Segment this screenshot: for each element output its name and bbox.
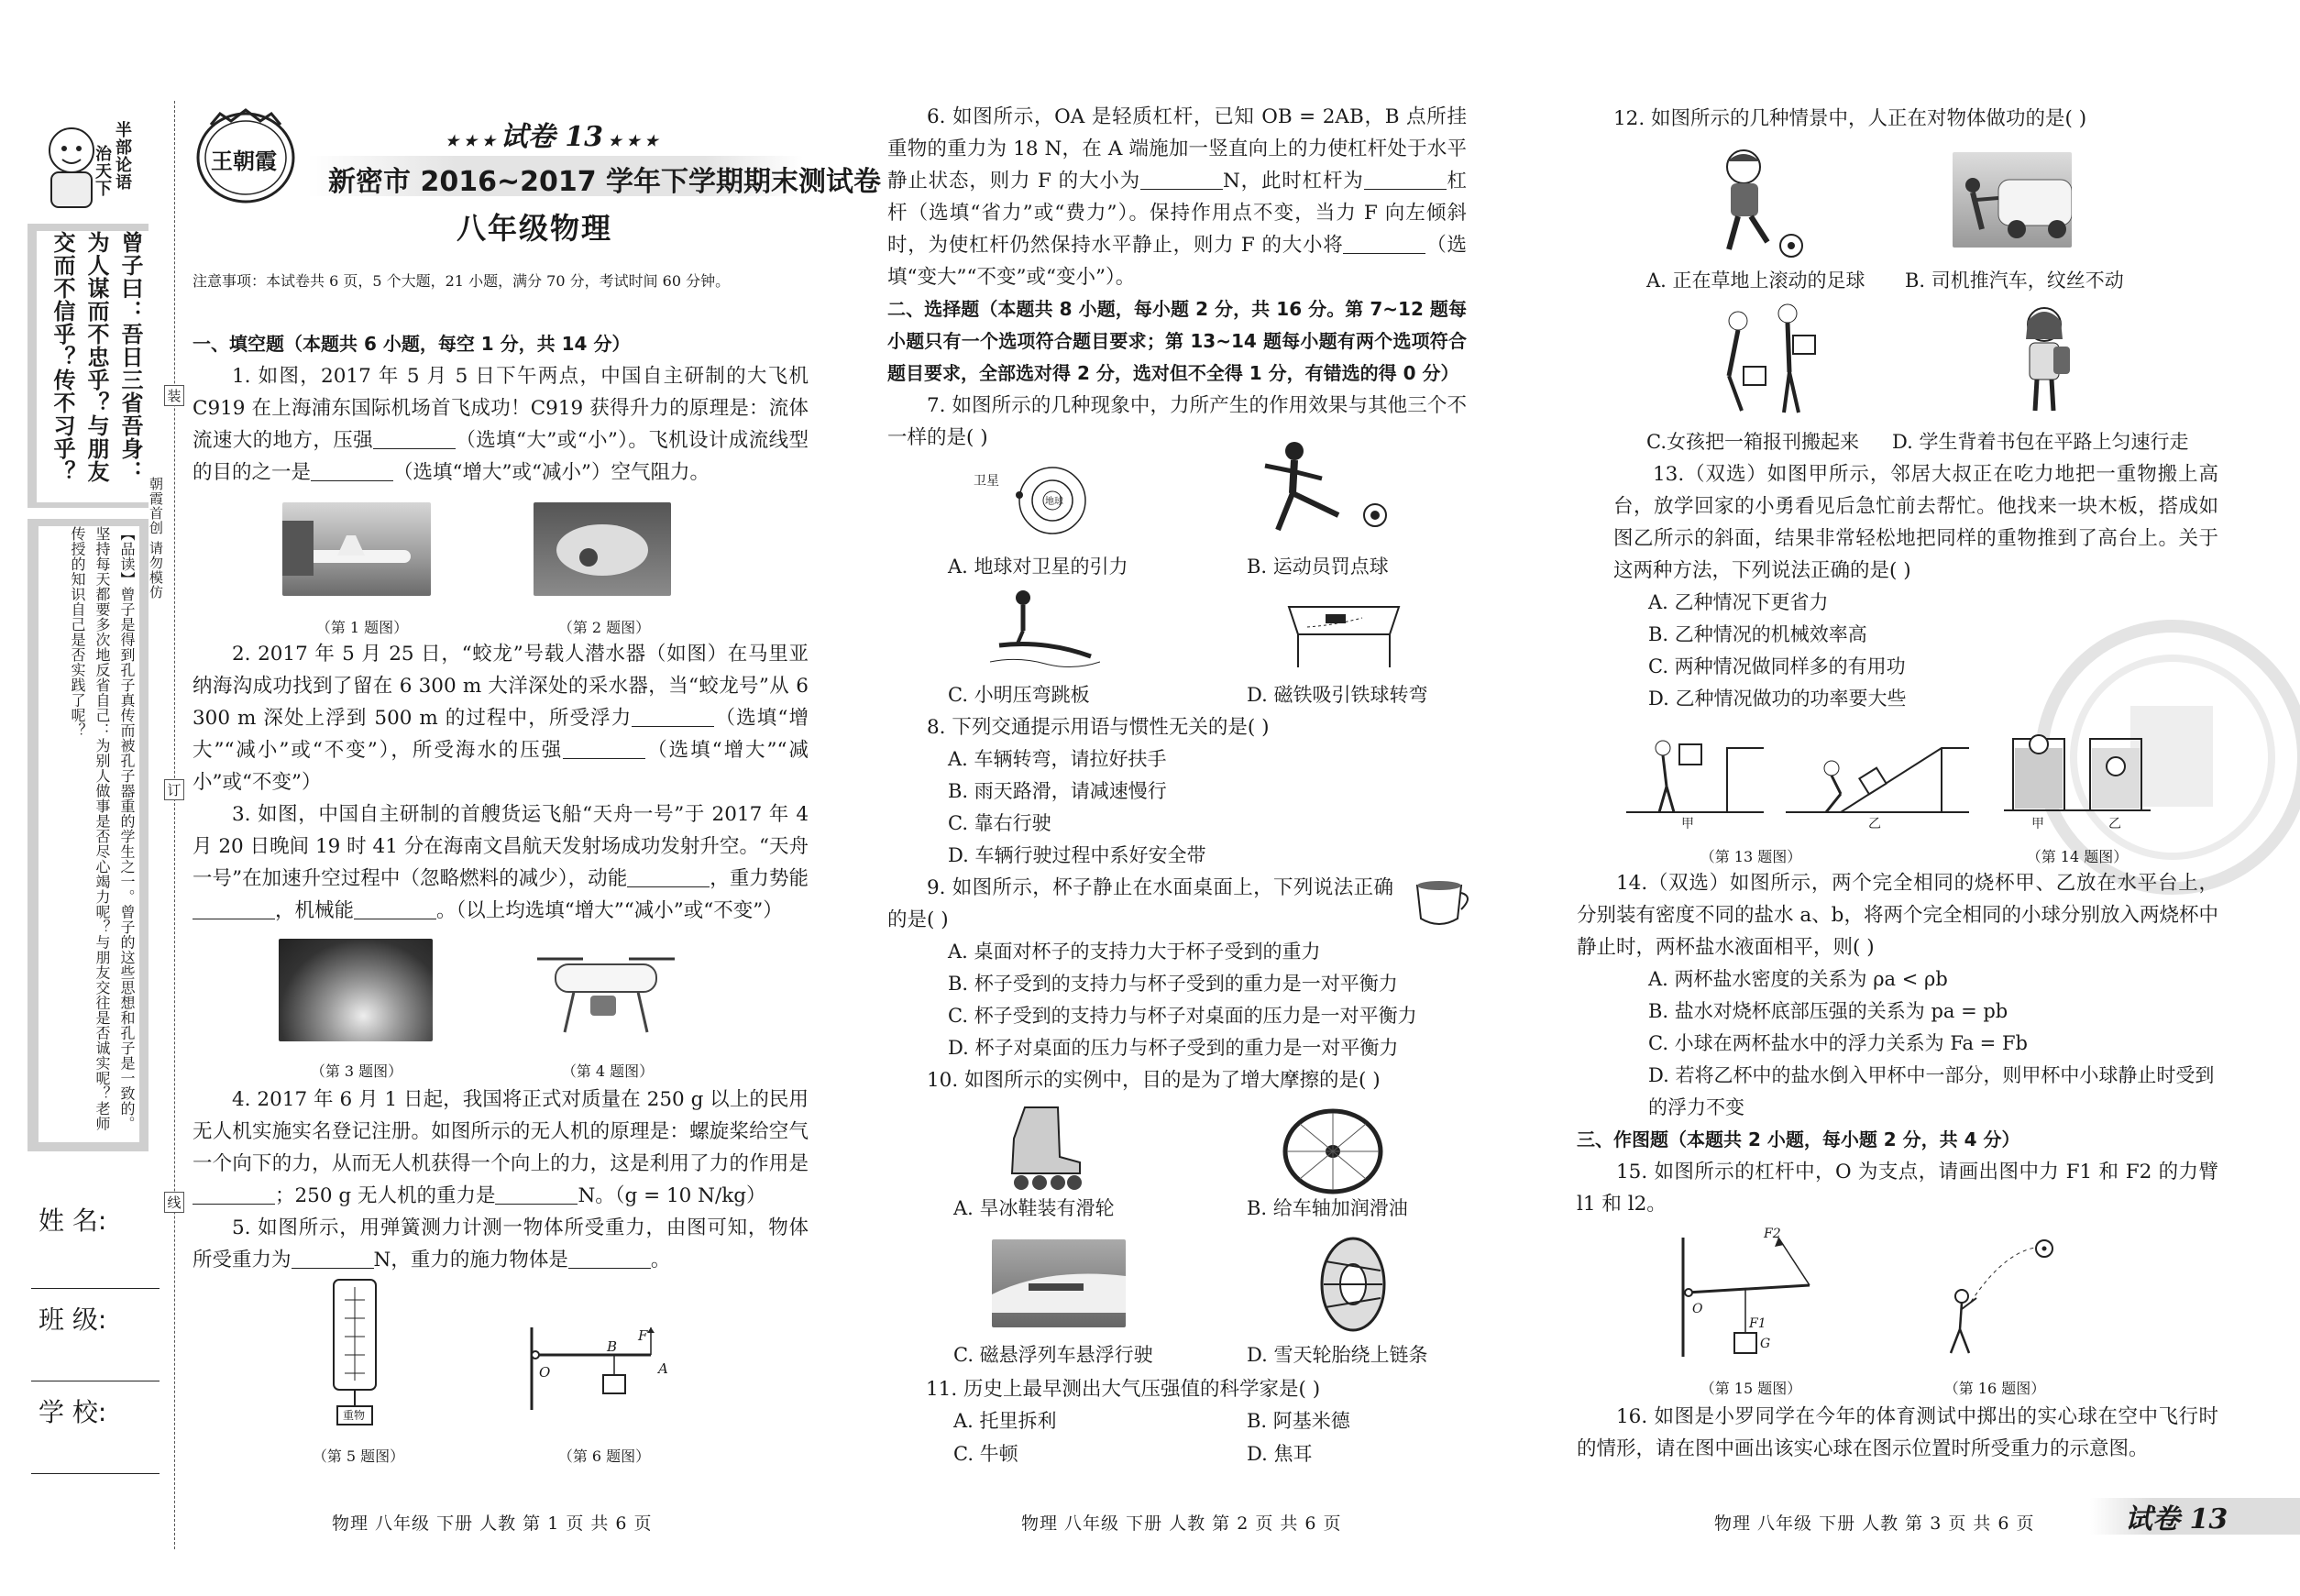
q14-option-b[interactable]: B. 盐水对烧杯底部压强的关系为 pa = pb: [1648, 1000, 2008, 1022]
label-a: A: [658, 1360, 668, 1377]
bike-wheel-figure: [1280, 1104, 1390, 1195]
carry-box-icon: [1626, 730, 1764, 831]
column-3: [1613, 458, 2218, 715]
exam-title: 新密市 2016~2017 学年下学期期末测试卷: [328, 166, 882, 198]
notice: 注意事项：本试卷共 6 页，5 个大题，21 小题，满分 70 分，考试时间 60 分钟。: [193, 272, 731, 290]
question-5: [193, 1212, 809, 1276]
q12-option-d[interactable]: D. 学生背着书包在平路上匀速行走: [1892, 431, 2189, 453]
diver-icon: [990, 589, 1100, 671]
q10-option-a[interactable]: A. 旱冰鞋装有滑轮: [953, 1197, 1115, 1219]
q6-text-c: 杠杆（选填“省力”或“费力”）。保持作用点不变，当力 F 向左倾斜时，为使杠杆仍然保持水平静止，则力 F 的大小将: [887, 170, 1467, 257]
kicking-player-icon: [1238, 438, 1393, 539]
airplane-icon: [282, 502, 431, 596]
wheel-icon: [1280, 1104, 1390, 1195]
boy-football-figure: [1707, 147, 1808, 262]
q12-option-a[interactable]: A. 正在草地上滚动的足球: [1646, 270, 1865, 292]
question-14: 14.（双选）如图所示，两个完全相同的烧杯甲、乙放在水平台上，分别装有密度不同的盐水 a、b，将两个完全相同的小球分别放入两烧杯中静止时，两杯盐水液面相平，则( ): [1577, 872, 2218, 959]
seal-mark-1: 装: [164, 385, 184, 406]
student-backpack-figure: [2008, 303, 2081, 418]
name-label: 姓 名:: [39, 1205, 107, 1236]
star-deco-right: ★ ★ ★: [602, 132, 658, 149]
exam-number: [446, 114, 658, 154]
beakers-icon: [2004, 721, 2151, 831]
question-11: 11. 历史上最早测出大气压强值的科学家是( ): [926, 1378, 1321, 1401]
page-footer-3: 物理 八年级 下册 人教 第 3 页 共 6 页: [1714, 1513, 2035, 1534]
q7-option-b[interactable]: B. 运动员罚点球: [1247, 556, 1389, 578]
maglev-train-photo: [992, 1239, 1126, 1327]
logo: [191, 105, 301, 205]
footer-tag: 试卷 13: [2125, 1503, 2228, 1535]
q10-option-d[interactable]: D. 雪天轮胎绕上链条: [1247, 1344, 1428, 1366]
question-1: [193, 360, 809, 489]
q1-text-a: 1. 如图，2017 年 5 月 5 日下午两点，中国自主研制的大飞机 C919 在上海浦东国际机场首飞成功！C919 获得升力的原理是：流体流速大的地方，压强: [193, 365, 809, 452]
tire-chain-icon: [1316, 1234, 1390, 1335]
class-field[interactable]: [31, 1289, 160, 1381]
question-16: 16. 如图是小罗同学在今年的体育测试中掷出的实心球在空中飞行时的情形，请在图中画出该实心球在图示位置时所受重力的示意图。: [1577, 1405, 2218, 1460]
label-o: O: [539, 1364, 551, 1381]
column-2-mid: [887, 711, 1467, 1096]
caption-fig-1: （第 1 题图）: [315, 619, 409, 636]
q8-option-c[interactable]: C. 靠右行驶: [948, 812, 1051, 834]
q9-option-c[interactable]: C. 杯子受到的支持力与杯子对桌面的压力是一对平衡力: [948, 1005, 1417, 1027]
q5-text-c: 。: [650, 1249, 671, 1271]
label-g: G: [1760, 1337, 1771, 1351]
q11-option-d[interactable]: D. 焦耳: [1247, 1443, 1313, 1465]
q3-blank-2[interactable]: [193, 900, 275, 919]
q2-blank-2[interactable]: [563, 740, 645, 759]
q10-option-b[interactable]: B. 给车轴加润滑油: [1247, 1197, 1408, 1219]
q5-blank-2[interactable]: [568, 1249, 651, 1269]
drone-photo: [519, 944, 693, 1045]
seal-mark-3: 线: [164, 1192, 184, 1213]
caption-fig-2: （第 2 题图）: [557, 619, 651, 636]
caption-fig-15: （第 15 题图）: [1700, 1380, 1802, 1397]
fig14-beakers: [2004, 721, 2151, 831]
question-8: 8. 下列交通提示用语与惯性无关的是( ): [927, 716, 1270, 739]
q11-option-b[interactable]: B. 阿基米德: [1247, 1410, 1350, 1432]
q14-option-c[interactable]: C. 小球在两杯盐水中的浮力关系为 Fa = Fb: [1648, 1032, 2028, 1054]
subject-title: 八年级物理: [457, 211, 613, 246]
boy-kicking-icon: [1707, 147, 1808, 262]
sidebar-reading: 【品读】曾子是得到孔子真传而被孔子器重的学生之一。曾子的这些思想和孔子是一致的。坚持每天都要多次地反省自己：为别人做事是否尽心竭力呢？与朋友交往是否诚实呢？老师传授的知识自己是否实践了呢？: [39, 526, 139, 1142]
fig13-label-b: 乙: [1868, 817, 1881, 831]
q5-text-b: N，重力的施力物体是: [373, 1249, 568, 1271]
binding-line: [174, 101, 175, 1549]
caption-fig-4: （第 4 题图）: [561, 1062, 655, 1080]
q7-option-a[interactable]: A. 地球对卫星的引力: [948, 556, 1128, 578]
magnet-ball-figure: [1280, 598, 1408, 671]
diving-board-figure: [990, 589, 1100, 671]
soccer-kick-figure: [1238, 438, 1393, 539]
label-f: F: [638, 1327, 648, 1344]
drone-icon: [519, 944, 693, 1045]
q1-text-b: （选填“大”或“小”）。飞机设计成流线型的目的之一是: [193, 429, 809, 484]
question-16-block: [1577, 1401, 2218, 1465]
q12-option-b[interactable]: B. 司机推汽车，纹丝不动: [1905, 270, 2124, 292]
q6-text-a: 6. 如图所示，OA 是轻质杠杆，已知 OB = 2AB，B 点所挂重物的重力为 18 N，在 A 端施加一竖直向上的力使杠杆处于水平静止状态，则力 F 的大小为: [887, 105, 1467, 193]
q13-option-c[interactable]: C. 两种情况做同样多的有用功: [1648, 655, 1906, 677]
spring-scale-icon: [321, 1272, 389, 1428]
q5-text-a: 5. 如图所示，用弹簧测力计测一物体所受重力，由图可知，物体所受重力为: [193, 1216, 809, 1271]
exam-number-text: 试卷 13: [500, 121, 603, 153]
section-2-title: 二、选择题（本题共 8 小题，每小题 2 分，共 16 分。第 7~12 题每小题只有一个选项符合题目要求；第 13~14 题每小题有两个选项符合题目要求，全部选对得 2 分，选对但不全得 1 分，有错选的得 0 分）: [887, 298, 1467, 384]
q1-blank-1[interactable]: [373, 430, 456, 449]
name-field[interactable]: [31, 1192, 160, 1289]
q3-text-a: 3. 如图，中国自主研制的首艘货运飞船“天舟一号”于 2017 年 4 月 20 日晚间 19 时 41 分在海南文昌航天发射场成功发射升空。“天舟一号”在加速升空过程中（忽略燃料的减少），动能: [193, 803, 809, 890]
q9-option-b[interactable]: B. 杯子受到的支持力与杯子受到的重力是一对平衡力: [948, 973, 1398, 995]
q6-text-b: N，此时杠杆为: [1222, 170, 1364, 193]
cup-figure: [1412, 878, 1476, 933]
question-7: 7. 如图所示的几种现象中，力所产生的作用效果与其他三个不一样的是( ): [887, 394, 1467, 449]
school-label: 学 校:: [39, 1397, 107, 1427]
roller-skate-icon: [1003, 1102, 1085, 1194]
q7-option-c[interactable]: C. 小明压弯跳板: [948, 684, 1090, 706]
fig16-throw: [1934, 1228, 2072, 1357]
q9-option-a[interactable]: A. 桌面对杯子的支持力大于杯子受到的重力: [948, 941, 1321, 963]
satellite-figure: [972, 464, 1109, 537]
fig14-label-b: 乙: [2108, 817, 2121, 831]
q10-option-c[interactable]: C. 磁悬浮列车悬浮行驶: [953, 1344, 1153, 1366]
sidebar-quote: 曾子曰：吾日三省吾身：为人谋而不忠乎？与朋友交而不信乎？传不习乎？: [37, 231, 150, 502]
q3-blank-1[interactable]: [627, 868, 710, 887]
q3-text-d: 。（以上均选填“增大”“减小”或“不变”）: [436, 899, 783, 922]
question-9: 9. 如图所示，杯子静止在水面桌面上，下列说法正确的是( ): [887, 876, 1393, 931]
q6-blank-1[interactable]: [1140, 171, 1223, 190]
q2-text-b: （选填“增大”“减小”或“不变”），所受海水的压强: [193, 707, 809, 762]
weight-label: 重物: [343, 1409, 366, 1422]
satellite-label: 卫星: [974, 474, 999, 489]
q4-text-c: N。（g = 10 N/kg）: [578, 1184, 766, 1207]
label-b: B: [607, 1338, 618, 1355]
q5-blank-1[interactable]: [292, 1249, 374, 1269]
column-1: [193, 328, 809, 489]
magnet-table-icon: [1280, 598, 1408, 671]
lever-forces-icon: [1672, 1228, 1828, 1366]
push-car-photo: [1953, 152, 2072, 248]
train-icon: [992, 1239, 1126, 1327]
q1-blank-2[interactable]: [311, 462, 393, 481]
fig15-lever: [1672, 1228, 1828, 1366]
class-label: 班 级:: [39, 1304, 107, 1335]
q4-blank-2[interactable]: [495, 1185, 578, 1205]
q4-blank-1[interactable]: [193, 1185, 275, 1205]
q2-blank-1[interactable]: [632, 708, 714, 727]
q3-text-c: ，机械能: [275, 899, 355, 922]
fig14-label-a: 甲: [2031, 817, 2044, 831]
lifting-box-icon: [1701, 303, 1821, 418]
caption-fig-6: （第 6 题图）: [557, 1447, 651, 1465]
q8-option-a[interactable]: A. 车辆转弯，请拉好扶手: [948, 748, 1167, 770]
earth-label: 地球: [1045, 497, 1063, 507]
snow-chain-figure: [1316, 1234, 1390, 1335]
backpack-girl-icon: [2008, 303, 2081, 418]
spring-scale-figure: [321, 1272, 389, 1428]
column-2: [887, 101, 1467, 454]
section-1-title: 一、填空题（本题共 6 小题，每空 1 分，共 14 分）: [193, 333, 631, 355]
q13-option-a[interactable]: A. 乙种情况下更省力: [1648, 591, 1829, 613]
sidebar-banner: 半部论语: [113, 121, 132, 191]
section-3-title: 三、作图题（本题共 2 小题，每小题 2 分，共 4 分）: [1577, 1128, 2020, 1150]
q6-blank-3[interactable]: [1343, 235, 1425, 254]
q8-option-b[interactable]: B. 雨天路滑，请减速慢行: [948, 780, 1167, 802]
rocket-launch-photo: [279, 939, 433, 1041]
page-footer-2: 物理 八年级 下册 人教 第 2 页 共 6 页: [1021, 1513, 1342, 1534]
question-6: [887, 101, 1467, 293]
question-13: 13.（双选）如图甲所示，邻居大叔正在吃力地把一重物搬上高台，放学回家的小勇看见后急忙前去帮忙。他找来一块木板，搭成如图乙所示的斜面，结果非常轻松地把同样的重物推到了高台上。关于这两种方法，下列说法正确的是( ): [1613, 463, 2218, 582]
star-deco-left: ★ ★ ★: [446, 132, 501, 149]
q12-option-c[interactable]: C.女孩把一箱报刊搬起来: [1646, 431, 1859, 453]
q13-option-b[interactable]: B. 乙种情况的机械效率高: [1648, 623, 1867, 645]
q1-text-c: （选填“增大”或“减小”）空气阻力。: [393, 461, 710, 484]
sidebar-banner-2: 治天下: [93, 145, 112, 197]
submersible-icon: [534, 502, 671, 596]
q4-text-a: 4. 2017 年 6 月 1 日起，我国将正式对质量在 250 g 以上的民用无人机实施实名登记注册。如图所示的无人机的原理是：螺旋桨给空气一个向下的力，从而无人机获得一个向上的力，这是利用了力的作用是: [193, 1088, 809, 1175]
page-footer-1: 物理 八年级 下册 人教 第 1 页 共 6 页: [332, 1513, 653, 1534]
q7-option-d[interactable]: D. 磁铁吸引铁球转弯: [1247, 684, 1428, 706]
label-f1: F1: [1749, 1316, 1766, 1331]
mini-note: 朝霞首创 请勿模仿: [148, 477, 164, 600]
column-3-bottom: [1577, 867, 2218, 1220]
q6-text-d: （选填“变大”“不变”或“变小”）。: [887, 234, 1467, 289]
q9-option-d[interactable]: D. 杯子对桌面的压力与杯子受到的重力是一对平衡力: [948, 1037, 1399, 1059]
question-10: 10. 如图所示的实例中，目的是为了增大摩擦的是( ): [927, 1069, 1381, 1092]
q11-option-c[interactable]: C. 牛顿: [953, 1443, 1018, 1465]
fig13-a: [1626, 730, 1764, 831]
caption-fig-16: （第 16 题图）: [1943, 1380, 2046, 1397]
seal-mark-2: 订: [164, 779, 184, 800]
q14-option-d[interactable]: D. 若将乙杯中的盐水倒入甲杯中一部分，则甲杯中小球静止时受到的浮力不变: [1648, 1064, 2215, 1118]
column-1-bottom: [193, 1084, 809, 1276]
car-push-icon: [1953, 152, 2072, 248]
question-4: [193, 1084, 809, 1212]
question-12: 12. 如图所示的几种情景中，人正在对物体做功的是( ): [1613, 107, 2087, 130]
question-3: [193, 798, 809, 927]
lever-figure: [523, 1327, 678, 1419]
q8-option-d[interactable]: D. 车辆行驶过程中系好安全带: [948, 844, 1206, 866]
caption-fig-3: （第 3 题图）: [310, 1062, 403, 1080]
plane-photo: [282, 502, 431, 596]
q14-option-a[interactable]: A. 两杯盐水密度的关系为 ρa < ρb: [1648, 968, 1948, 990]
q11-option-a[interactable]: A. 托里拆利: [953, 1410, 1057, 1432]
caption-fig-13: （第 13 题图）: [1700, 848, 1802, 865]
q2-text-a: 2. 2017 年 5 月 25 日，“蛟龙”号载人潜水器（如图）在马里亚纳海沟成功找到了留在 6 300 m 大洋深处的采水器，当“蛟龙号”从 6 300 m 深处上浮到 500 m 的过程中，所受浮力: [193, 643, 809, 730]
q13-option-d[interactable]: D. 乙种情况做功的功率要大些: [1648, 688, 1907, 710]
q3-text-b: ，重力势能: [710, 867, 809, 890]
fig13-b: [1786, 730, 1969, 831]
roller-skate-figure: [1003, 1102, 1085, 1194]
q2-text-c: （选填“增大”“减小”或“不变”）: [193, 739, 809, 794]
school-field[interactable]: [31, 1381, 160, 1474]
q4-text-b: ；250 g 无人机的重力是: [275, 1184, 496, 1207]
logo-text: 王朝霞: [211, 148, 277, 174]
label-f2: F2: [1764, 1227, 1781, 1241]
shot-put-throw-icon: [1934, 1228, 2072, 1357]
student-info: [31, 1192, 160, 1474]
caption-fig-5: （第 5 题图）: [312, 1447, 405, 1465]
girl-lifting-box-figure: [1701, 303, 1821, 418]
question-2: [193, 638, 809, 798]
caption-fig-14: （第 14 题图）: [2026, 848, 2129, 865]
sidebar: [28, 108, 152, 1172]
fig13-label-a: 甲: [1681, 817, 1694, 831]
submersible-photo: [534, 502, 671, 596]
q6-blank-2[interactable]: [1364, 171, 1447, 190]
question-15: 15. 如图所示的杠杆中，O 为支点，请画出图中力 F1 和 F2 的力臂 l1 和 l2。: [1577, 1161, 2218, 1216]
label-o-15: O: [1692, 1302, 1703, 1316]
column-1-continued: [193, 638, 809, 927]
cup-icon: [1412, 878, 1476, 933]
q3-blank-3[interactable]: [354, 900, 436, 919]
